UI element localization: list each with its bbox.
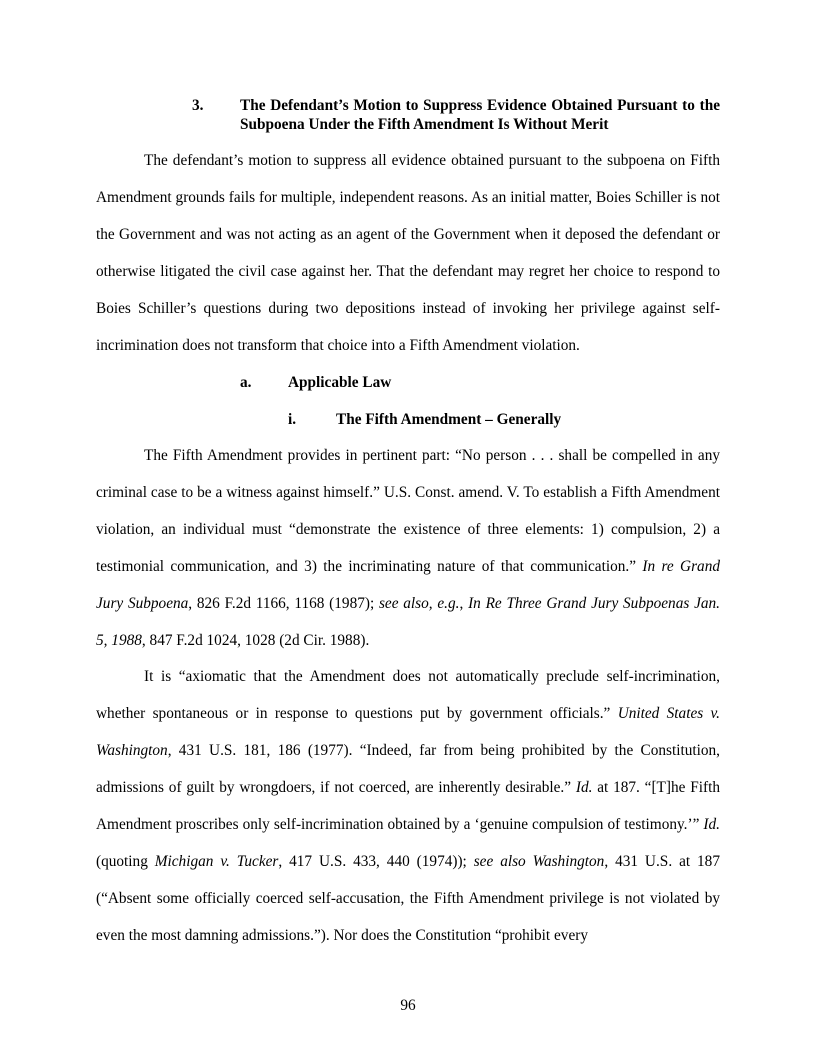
paragraph-2 xyxy=(96,437,720,659)
p3-citation-2: Michigan v. Tucker xyxy=(154,853,279,870)
subsection-a-label: a. xyxy=(240,374,252,391)
p2-text-3: , xyxy=(459,595,469,612)
subsection-i-title: The Fifth Amendment – Generally xyxy=(336,411,562,428)
p3-text-5: , 417 U.S. 433, 440 (1974)); xyxy=(278,853,474,870)
p3-text-1: It is “axiomatic that the Amendment does not automatically preclude self-incrimination, whether spontaneous or in response to questions put by government officials.” xyxy=(96,668,720,722)
page-number: 96 xyxy=(400,997,416,1014)
p2-text-1: The Fifth Amendment provides in pertinent part: “No person . . . shall be compelled in any criminal case to be a witness against himself.” U.S. Const. amend. V. To establish a Fifth Amendment violation, an individual must “demonstrate the existence of three elements: 1) compulsion, 2) a testimonial communication, and 3) the incriminating nature of that communication.” xyxy=(96,447,720,575)
p3-citation-1: United States v. Washington xyxy=(96,705,720,759)
p3-signal-1: see also Washington xyxy=(473,853,605,870)
paragraph-1 xyxy=(96,142,720,364)
subsection-a-heading xyxy=(240,373,391,392)
subsection-i-heading xyxy=(288,410,561,429)
paragraph-3-text xyxy=(96,658,720,954)
p2-signal-1: see also, e.g. xyxy=(378,595,460,612)
subsection-a-title: Applicable Law xyxy=(288,374,392,391)
p3-text-4: (quoting xyxy=(96,853,155,870)
paragraph-1-text: The defendant’s motion to suppress all evidence obtained pursuant to the subpoena on Fifth Amendment grounds fails for multiple, independent reasons. As an initial matter, Boies Schiller is not the Government and was not acting as an agent of the Government when it deposed the defendant or otherwise litigated the civil case against her. That the defendant may regret her choice to respond to Boies Schiller’s questions during two depositions instead of invoking her privilege against self-incrimination does not transform that choice into a Fifth Amendment violation. xyxy=(96,152,720,354)
section-title: The Defendant’s Motion to Suppress Evidence Obtained Pursuant to the Subpoena Under the Fifth Amendment Is Without Merit xyxy=(240,97,720,133)
p2-text-4: , 847 F.2d 1024, 1028 (2d Cir. 1988). xyxy=(141,632,370,649)
p3-text-3: at 187. “[T]he Fifth Amendment proscribes only self-incrimination obtained by a ‘genuine compulsion of testimony.’” xyxy=(96,779,720,833)
p3-text-6: , 431 U.S. at 187 (“Absent some officially coerced self-accusation, the Fifth Amendment privilege is not violated by even the most damning admissions.”). Nor does the Constitution “prohibit every xyxy=(96,853,720,944)
p3-text-2: , 431 U.S. 181, 186 (1977). “Indeed, far from being prohibited by the Constitution, admissions of guilt by wrongdoers, if not coerced, are inherently desirable.” xyxy=(96,742,720,796)
section-heading xyxy=(192,96,720,134)
p3-id-2: Id. xyxy=(703,816,720,833)
p3-id-1: Id. xyxy=(575,779,593,796)
p2-text-2: , 826 F.2d 1166, 1168 (1987); xyxy=(188,595,379,612)
paragraph-2-text xyxy=(96,437,720,659)
section-number: 3. xyxy=(192,97,204,114)
p2-citation-2: In Re Three Grand Jury Subpoenas Jan. 5, 1988 xyxy=(96,595,720,649)
subsection-i-label: i. xyxy=(288,411,297,428)
p2-citation-1: In re Grand Jury Subpoena xyxy=(96,558,720,612)
paragraph-3 xyxy=(96,658,720,954)
